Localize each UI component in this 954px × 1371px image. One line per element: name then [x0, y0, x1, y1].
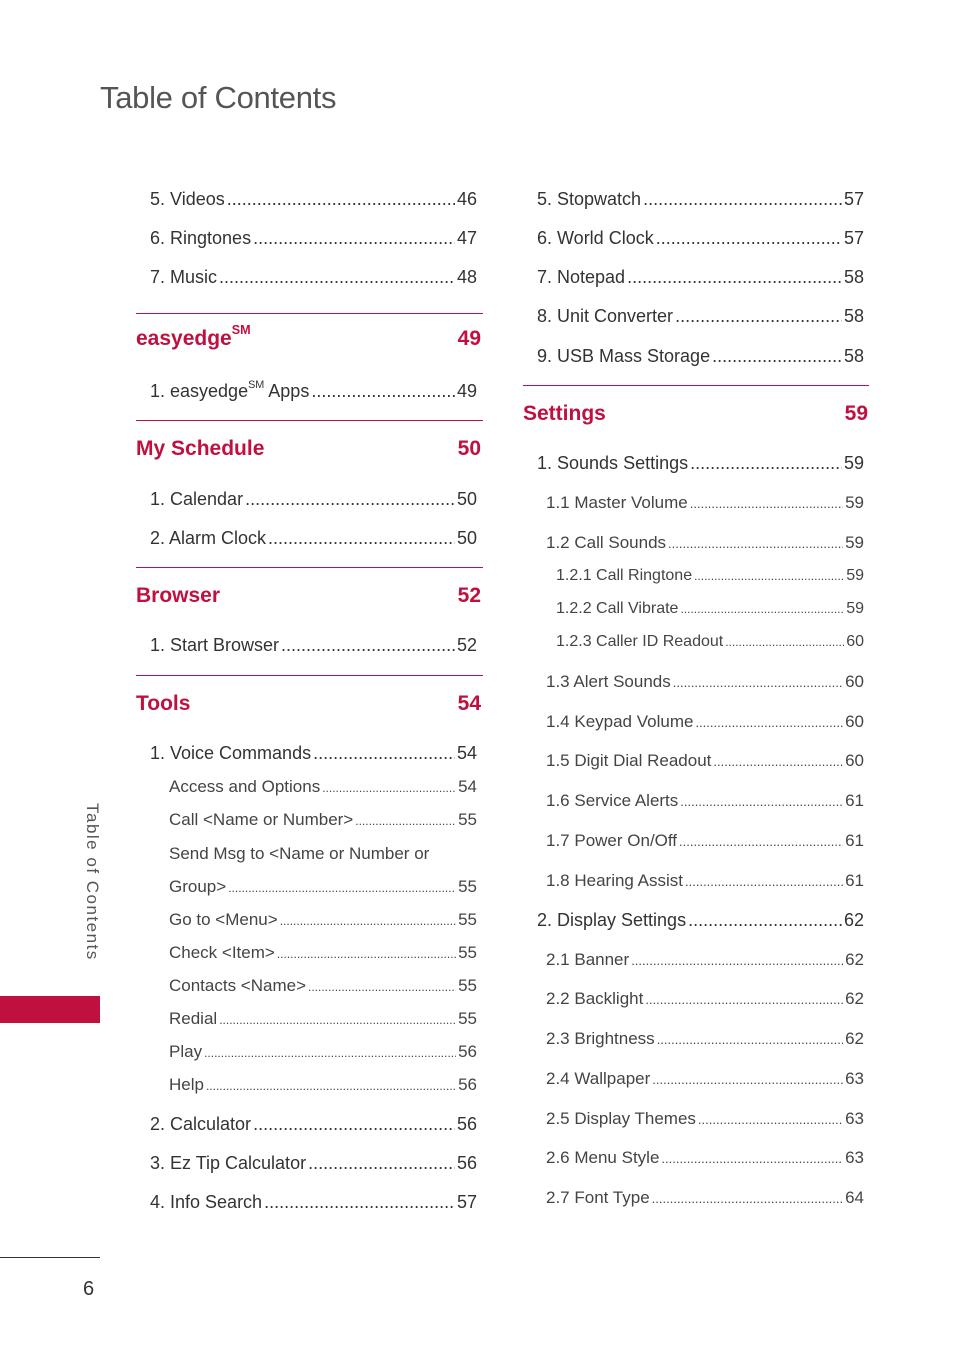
- toc-subentry[interactable]: [169, 943, 477, 963]
- leader-dots: [657, 1032, 843, 1047]
- leader-dots: [206, 1079, 456, 1093]
- toc-entry-page: 47: [456, 228, 477, 248]
- toc-entry-page: 54: [458, 777, 477, 796]
- toc-subentry-wrapped-line[interactable]: Send Msg to <Name or Number or: [169, 844, 430, 863]
- section-title: My Schedule: [136, 437, 265, 460]
- toc-entry[interactable]: [150, 378, 477, 402]
- section-page: 52: [457, 584, 481, 607]
- leader-dots: [228, 881, 456, 895]
- leader-dots: [694, 569, 844, 583]
- section-title: easyedge℠: [136, 323, 251, 350]
- toc-entry-label: 7. Music: [150, 267, 218, 287]
- toc-entry[interactable]: [150, 743, 477, 764]
- leader-dots: [227, 189, 455, 210]
- toc-entry[interactable]: [537, 910, 864, 931]
- leader-dots: [219, 267, 455, 288]
- toc-entry-page: 58: [843, 346, 864, 366]
- toc-subentry[interactable]: [546, 533, 864, 553]
- toc-subentry[interactable]: [546, 871, 864, 891]
- toc-entry-page: 59: [845, 493, 864, 512]
- toc-entry[interactable]: [537, 453, 864, 474]
- toc-subsubentry[interactable]: [556, 633, 864, 651]
- toc-entry-page: 58: [843, 267, 864, 287]
- leader-dots: [675, 306, 842, 327]
- leader-dots: [268, 528, 455, 549]
- toc-entry[interactable]: [150, 1114, 477, 1135]
- toc-entry-label: 2.5 Display Themes: [546, 1109, 696, 1128]
- toc-entry-page: 60: [845, 712, 864, 731]
- toc-entry-label: 7. Notepad: [537, 267, 626, 287]
- toc-subsubentry[interactable]: [556, 567, 864, 585]
- toc-entry[interactable]: [150, 1153, 477, 1174]
- toc-subentry[interactable]: [546, 493, 864, 513]
- page-title: Table of Contents: [100, 80, 337, 115]
- section-heading-tools[interactable]: [136, 692, 481, 716]
- leader-dots: [308, 980, 456, 994]
- toc-entry-page: 55: [458, 976, 477, 995]
- toc-subentry[interactable]: [546, 791, 864, 811]
- toc-entry-label: 2. Display Settings: [537, 910, 687, 930]
- toc-entry-page: 55: [458, 877, 477, 896]
- toc-entry-page: 55: [458, 910, 477, 929]
- leader-dots: [281, 635, 455, 656]
- toc-entry[interactable]: [150, 1192, 477, 1213]
- toc-subentry[interactable]: [169, 910, 477, 930]
- toc-entry-page: 50: [456, 489, 477, 509]
- section-heading-easyedge[interactable]: [136, 323, 481, 351]
- toc-entry[interactable]: [537, 189, 864, 210]
- leader-dots: [680, 794, 843, 809]
- toc-entry-label: 2.4 Wallpaper: [546, 1069, 651, 1088]
- leader-dots: [698, 1112, 843, 1127]
- toc-entry-label: 2.2 Backlight: [546, 989, 644, 1008]
- toc-entry-label: 1. Start Browser: [150, 635, 280, 655]
- toc-subentry[interactable]: [546, 672, 864, 692]
- toc-entry-label: 1. Calendar: [150, 489, 244, 509]
- toc-subentry[interactable]: [546, 1148, 864, 1168]
- section-page: 54: [457, 692, 481, 715]
- toc-entry-label: Go to <Menu>: [169, 910, 278, 929]
- toc-entry-page: 55: [458, 943, 477, 962]
- side-tab-marker: [0, 996, 100, 1023]
- toc-entry-label: 9. USB Mass Storage: [537, 346, 711, 366]
- toc-entry-page: 56: [456, 1153, 477, 1173]
- toc-subentry[interactable]: [546, 831, 864, 851]
- toc-entry-page: 57: [843, 189, 864, 209]
- toc-subentry[interactable]: [546, 1188, 864, 1208]
- leader-dots: [688, 910, 842, 931]
- toc-entry-page: 61: [845, 831, 864, 850]
- toc-entry-label: 4. Info Search: [150, 1192, 263, 1212]
- section-page: 49: [457, 327, 481, 350]
- toc-entry-page: 63: [845, 1109, 864, 1128]
- toc-entry-label: 1.5 Digit Dial Readout: [546, 751, 712, 770]
- toc-entry-label: Redial: [169, 1009, 218, 1028]
- toc-subentry[interactable]: [169, 1009, 477, 1029]
- toc-entry-label: 1.4 Keypad Volume: [546, 712, 694, 731]
- toc-entry-label: Group>: [169, 877, 227, 896]
- leader-dots: [219, 1013, 456, 1027]
- toc-entry-label: 6. Ringtones: [150, 228, 252, 248]
- toc-subentry[interactable]: [169, 777, 477, 797]
- leader-dots: [712, 346, 842, 367]
- toc-subentry[interactable]: [546, 1029, 864, 1049]
- toc-entry-page: 46: [456, 189, 477, 209]
- toc-entry-page: 57: [456, 1192, 477, 1212]
- toc-subentry[interactable]: [546, 950, 864, 970]
- toc-entry-label: 2.6 Menu Style: [546, 1148, 660, 1167]
- leader-dots: [277, 947, 456, 961]
- leader-dots: [308, 1153, 455, 1174]
- toc-entry[interactable]: [150, 228, 477, 249]
- section-page: 59: [844, 402, 868, 425]
- toc-subentry[interactable]: [546, 1069, 864, 1089]
- leader-dots: [631, 953, 843, 968]
- toc-entry-label: 1. Voice Commands: [150, 743, 312, 763]
- toc-entry-label: 1.3 Alert Sounds: [546, 672, 671, 691]
- toc-entry-page: 63: [845, 1148, 864, 1167]
- toc-entry-label: Play: [169, 1042, 203, 1061]
- toc-entry-label: 1.2.1 Call Ringtone: [556, 567, 693, 584]
- toc-entry-label: 2. Alarm Clock: [150, 528, 267, 548]
- toc-entry[interactable]: [150, 189, 477, 210]
- section-heading-browser[interactable]: [136, 584, 481, 608]
- section-title: Settings: [523, 402, 606, 425]
- leader-dots: [245, 489, 455, 510]
- toc-entry-label: 2. Calculator: [150, 1114, 252, 1134]
- toc-subentry[interactable]: [169, 1042, 477, 1062]
- section-heading-settings[interactable]: [523, 402, 868, 426]
- toc-entry-page: 57: [843, 228, 864, 248]
- toc-subentry[interactable]: [169, 810, 477, 830]
- toc-entry-label: 1.2.2 Call Vibrate: [556, 600, 679, 617]
- toc-entry-label: 8. Unit Converter: [537, 306, 674, 326]
- section-divider: [136, 420, 483, 421]
- toc-entry-page: 62: [845, 950, 864, 969]
- toc-entry-page: 55: [458, 1009, 477, 1028]
- toc-entry-page: 64: [845, 1188, 864, 1207]
- toc-subentry[interactable]: [546, 712, 864, 732]
- toc-subsubentry[interactable]: [556, 600, 864, 618]
- section-title: Browser: [136, 584, 221, 607]
- side-tab-label: Table of Contents: [83, 803, 102, 961]
- toc-entry-label: 1. easyedge℠ Apps: [150, 378, 310, 401]
- leader-dots: [668, 536, 843, 551]
- leader-dots: [725, 635, 844, 649]
- toc-entry-page: 56: [456, 1114, 477, 1134]
- toc-entry-page: 56: [458, 1042, 477, 1061]
- toc-entry[interactable]: [150, 528, 477, 549]
- toc-entry[interactable]: [150, 635, 477, 656]
- section-divider: [136, 313, 483, 314]
- leader-dots: [280, 914, 456, 928]
- toc-entry-label: 1.2 Call Sounds: [546, 533, 667, 552]
- toc-entry-label: Access and Options: [169, 777, 321, 796]
- leader-dots: [253, 228, 455, 249]
- toc-entry-page: 60: [846, 633, 864, 650]
- toc-entry-label: 5. Videos: [150, 189, 225, 209]
- leader-dots: [679, 834, 843, 849]
- leader-dots: [661, 1151, 843, 1166]
- section-page: 50: [457, 437, 481, 460]
- leader-dots: [311, 381, 455, 402]
- toc-entry-page: 59: [846, 567, 864, 584]
- toc-entry[interactable]: [537, 346, 864, 367]
- leader-dots: [695, 715, 843, 730]
- toc-subentry[interactable]: [546, 751, 864, 771]
- toc-entry-page: 48: [456, 267, 477, 287]
- leader-dots: [690, 496, 843, 511]
- toc-entry[interactable]: [150, 267, 477, 288]
- leader-dots: [643, 189, 842, 210]
- toc-entry-page: 52: [456, 635, 477, 655]
- toc-entry-page: 49: [456, 381, 477, 401]
- leader-dots: [652, 1191, 843, 1206]
- toc-entry-page: 59: [843, 453, 864, 473]
- toc-entry-label: 1.2.3 Caller ID Readout: [556, 633, 724, 650]
- leader-dots: [627, 267, 842, 288]
- toc-entry-page: 63: [845, 1069, 864, 1088]
- section-heading-my-schedule[interactable]: [136, 437, 481, 461]
- toc-entry-page: 58: [843, 306, 864, 326]
- leader-dots: [673, 675, 843, 690]
- leader-dots: [690, 453, 842, 474]
- toc-entry-label: Check <Item>: [169, 943, 275, 962]
- section-divider: [136, 567, 483, 568]
- toc-entry[interactable]: [537, 228, 864, 249]
- toc-entry-page: 59: [845, 533, 864, 552]
- leader-dots: [713, 754, 843, 769]
- leader-dots: [685, 874, 843, 889]
- toc-entry-label: 5. Stopwatch: [537, 189, 642, 209]
- toc-entry-label: 1.7 Power On/Off: [546, 831, 678, 850]
- toc-entry-label: 6. World Clock: [537, 228, 654, 248]
- leader-dots: [313, 743, 455, 764]
- toc-entry-label: 1.6 Service Alerts: [546, 791, 679, 810]
- toc-entry-label: 2.7 Font Type: [546, 1188, 650, 1207]
- section-divider: [136, 675, 483, 676]
- toc-entry-label: 3. Ez Tip Calculator: [150, 1153, 307, 1173]
- section-divider: [523, 385, 869, 386]
- toc-entry-label: 2.1 Banner: [546, 950, 630, 969]
- toc-subentry[interactable]: [546, 1109, 864, 1129]
- section-title: Tools: [136, 692, 191, 715]
- leader-dots: [680, 602, 844, 616]
- toc-entry-page: 62: [845, 989, 864, 1008]
- toc-entry-page: 50: [456, 528, 477, 548]
- leader-dots: [355, 814, 456, 828]
- toc-entry-page: 54: [456, 743, 477, 763]
- page-number: 6: [83, 1278, 95, 1300]
- toc-entry[interactable]: [537, 306, 864, 327]
- footer-divider: [0, 1257, 100, 1258]
- toc-entry-label: Contacts <Name>: [169, 976, 307, 995]
- toc-entry-label: 1.1 Master Volume: [546, 493, 688, 512]
- toc-entry-page: 60: [845, 672, 864, 691]
- leader-dots: [322, 781, 456, 795]
- toc-entry[interactable]: [150, 489, 477, 510]
- toc-entry-label: Help: [169, 1075, 204, 1094]
- toc-entry-page: 59: [846, 600, 864, 617]
- toc-subentry[interactable]: [546, 989, 864, 1009]
- toc-entry-page: 62: [843, 910, 864, 930]
- leader-dots: [652, 1072, 843, 1087]
- toc-entry-page: 56: [458, 1075, 477, 1094]
- toc-subentry[interactable]: [169, 1075, 477, 1095]
- toc-entry-label: 1.8 Hearing Assist: [546, 871, 684, 890]
- toc-entry-label: Call <Name or Number>: [169, 810, 354, 829]
- toc-entry-page: 60: [845, 751, 864, 770]
- toc-subentry[interactable]: [169, 877, 477, 897]
- leader-dots: [645, 992, 843, 1007]
- toc-entry-label: 1. Sounds Settings: [537, 453, 689, 473]
- toc-entry-label: 2.3 Brightness: [546, 1029, 655, 1048]
- leader-dots: [656, 228, 842, 249]
- toc-entry-page: 61: [845, 871, 864, 890]
- leader-dots: [253, 1114, 455, 1135]
- toc-entry-page: 61: [845, 791, 864, 810]
- toc-entry-page: 62: [845, 1029, 864, 1048]
- toc-entry-page: 55: [458, 810, 477, 829]
- toc-entry[interactable]: [537, 267, 864, 288]
- leader-dots: [264, 1192, 455, 1213]
- leader-dots: [204, 1046, 456, 1060]
- toc-subentry[interactable]: [169, 976, 477, 996]
